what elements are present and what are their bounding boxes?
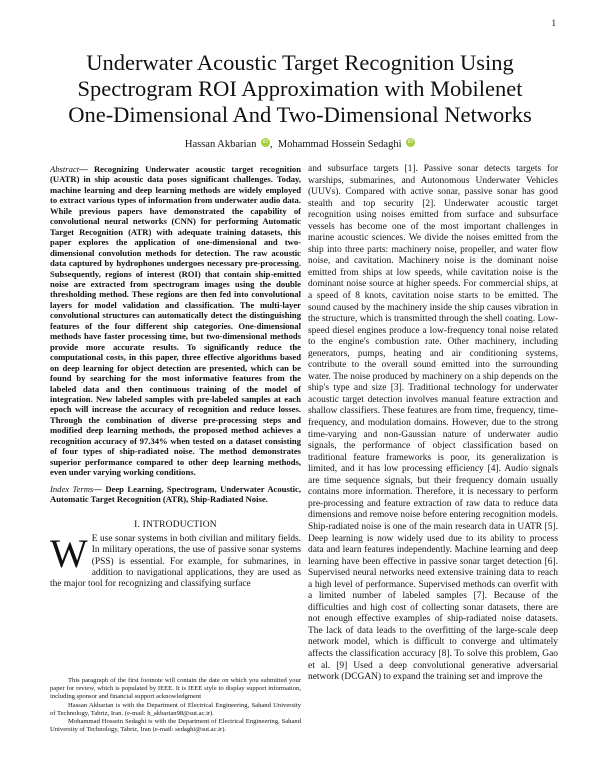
section-heading-introduction: I. INTRODUCTION xyxy=(134,519,217,530)
footnote-paragraph-2: Hassan Akbarian is with the Department of Electrical Engineering, Sahand University of Technology, Tabriz, Iran. (e-mail: h_akbarian98@sut.ac.ir). xyxy=(50,701,301,717)
footnote xyxy=(50,677,301,734)
index-terms-text: — Deep Learning, Spectrogram, Underwater Acoustic, Automatic Target Recognition (ATR), Ship-Radiated Noise. xyxy=(50,483,301,505)
title-line-1: Underwater Acoustic Target Recognition Using xyxy=(86,50,514,75)
author-separator: , xyxy=(269,139,273,150)
footnote-paragraph-1: This paragraph of the first footnote will contain the date on which you submitted your paper for review, which is populated by IEEE. It is IEEE style to display support information, including sponsor and financial support acknowledgment xyxy=(50,677,301,701)
index-terms-label: Index Terms xyxy=(50,483,94,494)
title-line-2: Spectrogram ROI Approximation with Mobilenet xyxy=(77,76,523,101)
orcid-icon[interactable]: iD xyxy=(262,139,269,145)
paper-title xyxy=(0,50,600,128)
index-terms xyxy=(50,484,301,505)
left-column xyxy=(50,164,301,590)
orcid-icon[interactable]: iD xyxy=(408,139,414,145)
abstract-text: — Recognizing Underwater acoustic target recognition (UATR) in ship acoustic data poses significant challenges. Today, machine learning and deep learning methods are widely employed to extract various types of information from underwater audio data. While previous papers have demonstrated the capability of convolutional neural networks (CNN) for performing Automatic Target Recognition (ATR) with adequate training datasets, this paper explores the application of one-dimensional and two-dimensional convolution methods for detection. The raw acoustic data captured by hydrophones undergoes necessary pre-processing. Subsequently, regions of interest (ROI) that contain ship-emitted noise are extracted from spectrogram images using the double thresholding method. These regions are then fed into convolutional layers for model validation and classification. The multi-layer convolutional structures can automatically detect the distinguishing features of the four different ship categories. One-dimensional methods have faster processing time, but two-dimensional methods provide more accurate results. To significantly reduce the computational costs, in this paper, three effective algorithms based on deep learning for object detection are presented, which can be found by searching for the most informative features from the labeled data and then continuous training of the model of integration. New labeled samples with pre-labeled samples at each epoch will increase the accuracy of recognition and reduce losses. Through the combination of diverse pre-processing steps and modified deep learning methods, the proposed method achieves a recognition accuracy of 97.34% when tested on a dataset consisting of four types of ship-radiated noise. The method demonstrates superior performance compared to other deep learning methods, even under varying working conditions. xyxy=(50,164,301,478)
author-1-name: Hassan Akbarian xyxy=(184,139,257,150)
right-column-text: and subsurface targets [1]. Passive sonar detects targets for warships, submarines, and Autonomous Underwater Vehicles (UUVs). Compared with active sonar, passive sonar has good stealth and top security [2]. Underwater acoustic target recognition using noises emitted from surface and subsurface vessels has become one of the most important challenges in marine acoustic sciences. We divide the noises emitted from the ship into three parts: machinery noise, propeller, and water flow noise, and cavitation. Machinery noise is the dominant noise emitted from ships at low speeds, while cavitation noise is the dominant noise source at higher speeds. For commercial ships, at a speed of 8 knots, cavitation noise starts to be emitted. The sound caused by the machinery inside the ship causes vibration in the structure, which is transmitted through the shell coating. Low-speed diesel engines produce a low-frequency tonal noise related to the engine's combustion rate. Other machinery, including generators, pumps, heating and air conditioning systems, contribute to the overall sound emitted into the surrounding water. The noise produced by machinery on a ship depends on the ship's type and size [3]. Traditional technology for underwater acoustic target detection involves manual feature extraction and shallow classifiers. These features are from time, frequency, time-frequency, and modulation domains. However, due to the strong time-varying and non-Gaussian nature of underwater audio signals, the performance of object classification based on traditional feature frameworks is poor, its generalization is limited, and it has low processing efficiency [4]. Audio signals are time sequence signals, but their frequency domain usually contains more information. Therefore, it is necessary to perform pre-processing and feature extraction of raw data to reduce data dimensions and remove noise before entering recognition models. Ship-radiated noise is one of the main research data in UATR [5]. Deep learning is now widely used due to its ability to process data and learn features independently. Machine learning and deep learning have been effective in passive sonar target detection [6]. Supervised neural networks need extensive training data to reach a high level of performance. Supervised methods can overfit with a limited number of labeled samples [7]. Because of the difficulties and high cost of collecting sonar datasets, there are not enough effective examples of ship-radiated noise datasets. The lack of data leads to the overfitting of the large-scale deep network model, which is difficult to converge and ultimately affects the classification accuracy [8]. To solve this problem, Gao et al. [9] Used a deep convolutional generative adversarial network (DCGAN) to expand the training set and improve the xyxy=(308,164,558,683)
author-2-name: Mohammad Hossein Sedaghi xyxy=(277,139,402,150)
abstract-label: Abstract xyxy=(50,164,80,174)
introduction-text: E use sonar systems in both civilian and military fields. In military operations, the use of passive sonar systems (PSS) is essential. For example, for submarines, in addition to navigational applications, they are used as the major tool for recognizing and classifying surface xyxy=(50,533,301,590)
page-number: 1 xyxy=(551,18,556,28)
right-column xyxy=(308,164,558,684)
author-line xyxy=(0,138,600,150)
abstract xyxy=(50,164,301,478)
introduction-paragraph xyxy=(50,530,301,590)
drop-cap: W xyxy=(50,530,88,576)
footnote-paragraph-3: Mohammad Hossein Sedaghi is with the Department of Electrical Engineering, Sahand University of Technology, Tabriz, Iran (e-mail: sedaghi@sut.ac.ir). xyxy=(50,718,301,734)
title-line-3: One-Dimensional And Two-Dimensional Networks xyxy=(68,102,532,127)
